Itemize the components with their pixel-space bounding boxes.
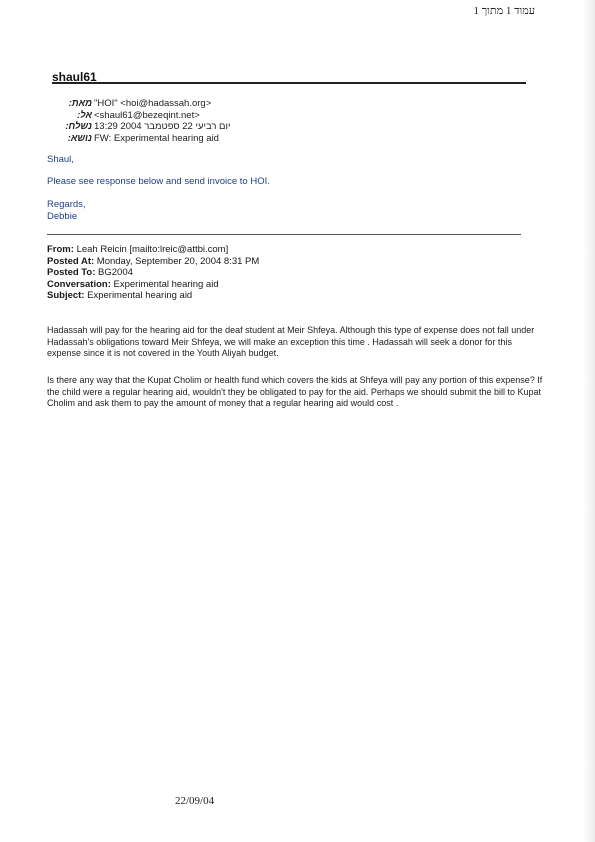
forward-from-value: Leah Reicin [mailto:lreic@attbi.com] xyxy=(76,244,229,255)
header-label-subject: נושא: xyxy=(67,132,92,144)
message-body: Please see response below and send invoice to HOI. xyxy=(47,176,270,187)
forward-from-label: From: xyxy=(47,244,74,255)
header-value-from: "HOI" <hoi@hadassah.org> xyxy=(94,98,212,109)
page-number: עמוד 1 מתוך 1 xyxy=(473,5,535,17)
header-label-to: אל: xyxy=(77,109,92,121)
forward-from-row xyxy=(47,244,259,256)
header-row-to xyxy=(52,110,230,122)
quote-divider xyxy=(47,234,521,235)
scan-edge xyxy=(583,0,595,842)
forward-posted-at-row xyxy=(47,256,259,268)
email-header xyxy=(52,98,230,144)
forward-posted-to-row xyxy=(47,267,259,279)
header-row-from xyxy=(52,98,230,110)
header-label-from: מאת: xyxy=(68,98,92,109)
signature: Debbie xyxy=(47,211,78,222)
mailbox-name: shaul61 xyxy=(52,70,97,84)
forwarded-header xyxy=(47,244,259,302)
forward-posted-to-value: BG2004 xyxy=(98,267,133,278)
forward-conversation-label: Conversation: xyxy=(47,278,111,290)
header-row-subject xyxy=(52,133,230,145)
header-label-sent: נשלח: xyxy=(65,121,92,132)
forward-subject-label: Subject: xyxy=(47,290,85,301)
forward-conversation-value: Experimental hearing aid xyxy=(113,278,219,290)
forward-posted-to-label: Posted To: xyxy=(47,267,96,278)
header-value-subject: FW: Experimental hearing aid xyxy=(94,132,219,144)
forward-posted-at-value: Monday, September 20, 2004 8:31 PM xyxy=(96,255,260,267)
paragraph-1: Hadassah will pay for the hearing aid for the deaf student at Meir Shfeya. Although this type of expense does not fall under Hadassah's obligations toward Meir Shfeya, we will make an exception this time . Hadassah will seek a donor for this expense since it is not covered in the Youth Aliyah budget. xyxy=(47,325,535,358)
forward-subject-row xyxy=(47,290,259,302)
closing: Regards, xyxy=(47,199,86,210)
forward-conversation-row xyxy=(47,279,259,291)
closing-block xyxy=(47,199,86,223)
forward-subject-value: Experimental hearing aid xyxy=(87,290,193,301)
header-value-to: <shaul61@bezeqint.net> xyxy=(94,109,200,121)
header-row-sent xyxy=(52,121,230,133)
header-value-sent: יום רביעי 22 ספטמבר 2004 13:29 xyxy=(94,121,231,132)
title-divider xyxy=(52,82,526,84)
footer-date: 22/09/04 xyxy=(175,795,215,807)
paragraph-2: Is there any way that the Kupat Cholim or health fund which covers the kids at Shfeya will pay any portion of this expense? If the child were a regular hearing aid, wouldn't they be obligated to pay for the aid. Perhaps we should submit the bill to Kupat Cholim and ask them to pay the amount of money that a regular hearing aid would cost . xyxy=(47,375,543,408)
forward-posted-at-label: Posted At: xyxy=(47,255,95,267)
salutation: Shaul, xyxy=(47,154,74,165)
